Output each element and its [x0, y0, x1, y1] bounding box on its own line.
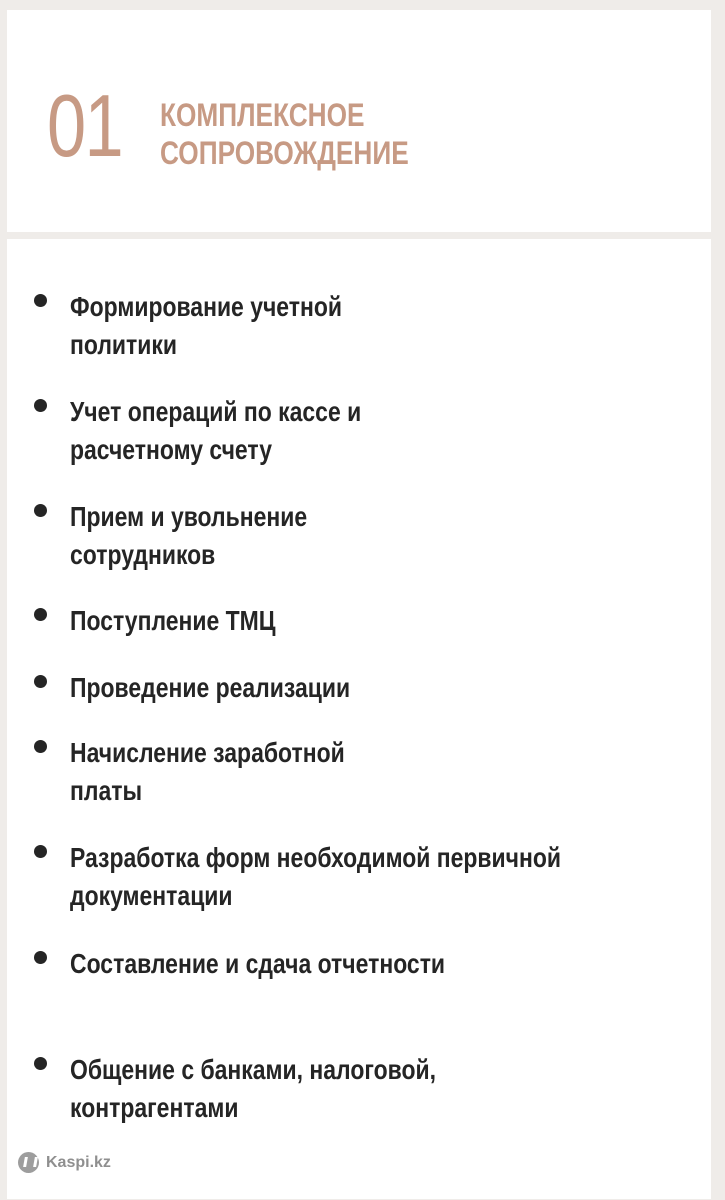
- list-item-label: Проведение реализации: [70, 672, 351, 703]
- list-item-label: Прием и увольнение сотрудников: [70, 501, 308, 570]
- bullet-icon: [34, 675, 47, 688]
- section-number: 01: [47, 76, 123, 175]
- section-title: КОМПЛЕКСНОЕ СОПРОВОЖДЕНИЕ: [160, 97, 409, 171]
- list-item-label: Общение с банками, налоговой, контрагентами: [70, 1054, 436, 1123]
- bullet-icon: [34, 294, 47, 307]
- bullet-icon: [34, 608, 47, 621]
- service-header-card: [7, 10, 711, 232]
- bullet-icon: [34, 504, 47, 517]
- list-item-label: Формирование учетной политики: [70, 291, 343, 360]
- bullet-icon: [34, 399, 47, 412]
- bullet-icon: [34, 951, 47, 964]
- list-item-label: Учет операций по кассе и расчетному счету: [70, 396, 362, 465]
- watermark-label: Kaspi.kz: [46, 1153, 111, 1171]
- kaspi-watermark: [18, 1152, 111, 1173]
- kaspi-logo-icon: [18, 1152, 39, 1173]
- service-list-card: [7, 239, 711, 1199]
- list-item-label: Поступление ТМЦ: [70, 605, 276, 636]
- list-item-label: Начисление заработной платы: [70, 737, 345, 806]
- list-item-label: Составление и сдача отчетности: [70, 948, 446, 979]
- bullet-icon: [34, 845, 47, 858]
- list-item-label: Разработка форм необходимой первичной документации: [70, 842, 562, 911]
- bullet-icon: [34, 740, 47, 753]
- bullet-icon: [34, 1057, 47, 1070]
